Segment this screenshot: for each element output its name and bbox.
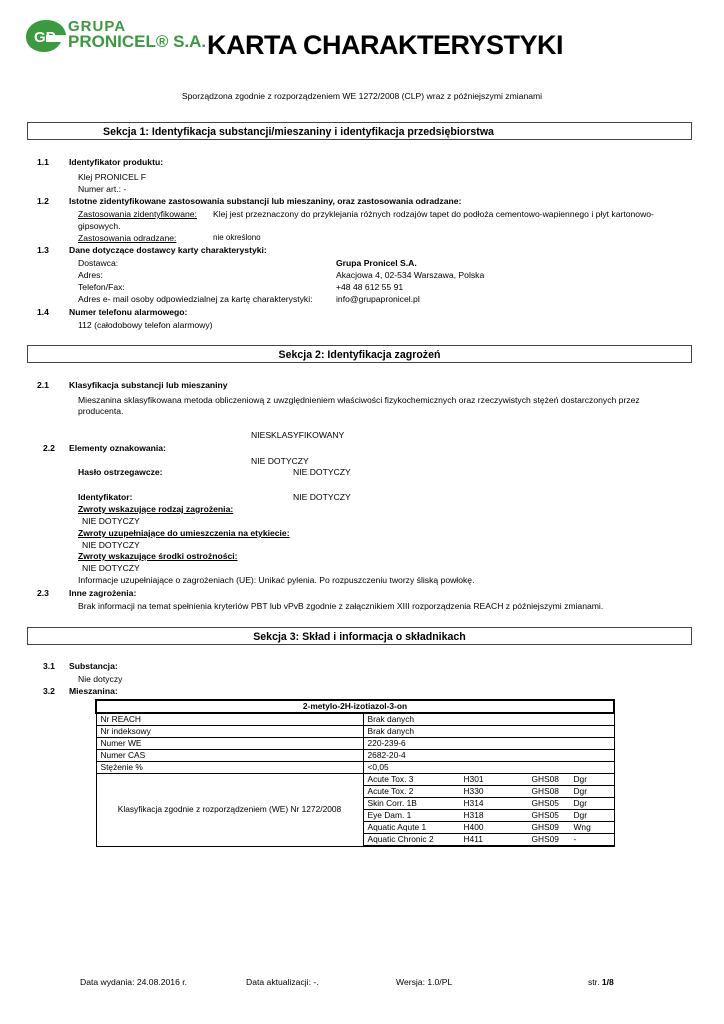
s21-classification: NIESKLASYFIKOWANY (251, 430, 345, 440)
s11-title: Identyfikator produktu: (69, 157, 164, 167)
s14-number: 1.4 (37, 307, 49, 317)
signal-word: Dgr (573, 786, 587, 796)
ghs-code: GHS09 (531, 822, 559, 832)
footer-update-date: Data aktualizacji: -. (246, 977, 319, 987)
table-row (96, 762, 614, 774)
s11-product: Klej PRONICEL F (78, 172, 146, 182)
classification-entry (368, 798, 610, 809)
footer-version: Wersja: 1.0/PL (396, 977, 453, 987)
email-label: Adres e- mail osoby odpowiedzialnej za kartę charakterystyki: (78, 294, 313, 304)
table-row (96, 750, 614, 762)
s12-ident-label: Zastosowania zidentyfikowane: (78, 209, 197, 219)
supplemental-statements-label: Zwroty uzupełniające do umieszczenia na etykiecie: (78, 528, 290, 538)
supplemental-hazard-info: Informacje uzupełniające o zagrożeniach (UE): Unikać pylenia. Po rozpuszczeniu tworzy śliską powłokę. (78, 575, 475, 585)
footer-issue-date: Data wydania: 24.08.2016 r. (80, 977, 188, 987)
table-cell-label: Numer CAS (96, 750, 363, 762)
classification-entry (368, 834, 610, 845)
subtitle: Sporządzona zgodnie z rozporządzeniem WE 1272/2008 (CLP) wraz z późniejszymi zmianami (181, 91, 543, 101)
signal-word: - (573, 834, 577, 844)
svg-text:GP: GP (34, 29, 56, 46)
s12-odr-label: Zastosowania odradzane: (78, 233, 177, 243)
section2-header: Sekcja 2: Identyfikacja zagrożeń (27, 345, 692, 363)
section1-header: Sekcja 1: Identyfikacja substancji/mieszaniny i identyfikacja przedsiębiorstwa (27, 122, 692, 140)
table-cell-label: Numer WE (96, 738, 363, 750)
ghs-code: GHS08 (531, 774, 559, 784)
hazard-category: Acute Tox. 3 (367, 774, 414, 784)
identifier-value: NIE DOTYCZY (293, 492, 351, 502)
section3-header: Sekcja 3: Skład i informacja o składnikach (27, 627, 692, 645)
hazard-code: H318 (463, 810, 484, 820)
table-cell-value: 2682-20-4 (363, 750, 614, 762)
table-cell-value: 220-239-6 (363, 738, 614, 750)
s23-text: Brak informacji na temat spełnienia kryteriów PBT lub vPvB zgodnie z załącznikiem XIII rozporządzenia REACH z późniejszymi zmianami. (78, 601, 604, 611)
table-row (96, 738, 614, 750)
hazard-code: H411 (463, 834, 483, 844)
hazard-code: H301 (463, 774, 484, 784)
email-value[interactable]: info@grupapronicel.pl (336, 294, 420, 304)
hazard-category: Acute Tox. 2 (367, 786, 414, 796)
s22-title: Elementy oznakowania: (69, 443, 166, 453)
table-cell-label: Stężenie % (96, 762, 363, 774)
hazard-code: H330 (463, 786, 484, 796)
haslo-label: Hasło ostrzegawcze: (78, 467, 163, 477)
ghs-code: GHS05 (531, 810, 559, 820)
supplemental-statements-value: NIE DOTYCZY (82, 540, 140, 550)
page-title: KARTA CHARAKTERYSTYKI (207, 30, 563, 60)
gp-logo-icon (24, 18, 68, 54)
classification-entry (368, 774, 610, 785)
s21-text2: producenta. (78, 406, 124, 416)
supplier-value: Grupa Pronicel S.A. (336, 258, 417, 268)
s32-title: Mieszanina: (69, 686, 118, 696)
ghs-code: GHS05 (531, 798, 559, 808)
table-cell-label: Nr indeksowy (96, 726, 363, 738)
s22-number: 2.2 (43, 443, 55, 453)
signal-word: Wng (573, 822, 591, 832)
footer-page-prefix: str. (588, 977, 602, 987)
classification-row (96, 774, 614, 786)
s13-number: 1.3 (37, 245, 49, 255)
table-cell-label: Nr REACH (96, 713, 363, 726)
s22-value: NIE DOTYCZY (251, 456, 309, 466)
s12-number: 1.2 (37, 196, 49, 206)
hazard-category: Aquatic Chronic 2 (367, 834, 434, 844)
haslo-value: NIE DOTYCZY (293, 467, 351, 477)
ghs-code: GHS08 (531, 786, 559, 796)
signal-word: Dgr (573, 774, 587, 784)
composition-table (95, 699, 615, 847)
hazard-code: H400 (463, 822, 484, 832)
precautionary-statements-value: NIE DOTYCZY (82, 563, 140, 573)
composition-table-header: 2-metylo-2H-izotiazol-3-on (96, 700, 614, 713)
s12-title: Istotne zidentyfikowane zastosowania substancji lub mieszaniny, oraz zastosowania odradzane: (69, 196, 462, 206)
footer-page-number: 1/8 (601, 977, 614, 987)
supplier-label: Dostawca: (78, 258, 119, 268)
s11-number: 1.1 (37, 157, 49, 167)
s31-number: 3.1 (43, 661, 55, 671)
s12-odr-value: nie określono (213, 233, 261, 242)
hazard-category: Aquatic Aqute 1 (367, 822, 427, 832)
s12-ident-value2: gipsowych. (78, 221, 121, 231)
s21-text1: Mieszanina sklasyfikowana metoda obliczeniową z uwzględnieniem właściwości fizykochemicznych oraz rzeczywistych stężeń dostarczonych przez (78, 395, 640, 405)
precautionary-statements-label: Zwroty wskazujące środki ostrożności: (78, 551, 238, 561)
table-cell-value: Brak danych (363, 713, 614, 726)
logo-text-bottom: PRONICEL® S.A. (68, 32, 207, 51)
s32-number: 3.2 (43, 686, 55, 696)
footer-page (588, 977, 614, 987)
signal-word: Dgr (573, 798, 587, 808)
hazard-statements-value: NIE DOTYCZY (82, 516, 140, 526)
address-label: Adres: (78, 270, 103, 280)
logo-text-top: GRUPA (68, 18, 127, 35)
address-value: Akacjowa 4, 02-534 Warszawa, Polska (336, 270, 485, 280)
classification-label: Klasyfikacja zgodnie z rozporządzeniem (WE) Nr 1272/2008 (96, 774, 363, 847)
phone-value: +48 48 612 55 91 (336, 282, 404, 292)
s21-number: 2.1 (37, 380, 49, 390)
s11-article: Numer art.: - (78, 184, 127, 194)
table-row (96, 713, 614, 726)
table-row (96, 726, 614, 738)
classification-entry (368, 786, 610, 797)
hazard-code: H314 (463, 798, 484, 808)
classification-entry (368, 810, 610, 821)
classification-entry (368, 822, 610, 833)
s21-title: Klasyfikacja substancji lub mieszaniny (69, 380, 228, 390)
table-cell-value: Brak danych (363, 726, 614, 738)
s23-title: Inne zagrożenia: (69, 588, 137, 598)
hazard-statements-label: Zwroty wskazujące rodzaj zagrożenia: (78, 504, 234, 514)
hazard-category: Eye Dam. 1 (367, 810, 412, 820)
ghs-code: GHS09 (531, 834, 559, 844)
s31-value: Nie dotyczy (78, 674, 123, 684)
phone-label: Telefon/Fax: (78, 282, 125, 292)
table-cell-value: <0,05 (363, 762, 614, 774)
s12-ident-value: Klej jest przeznaczony do przyklejania różnych rodzajów tapet do podłoża cementowo-wapiennego i płyt kartonowo- (213, 209, 654, 219)
s23-number: 2.3 (37, 588, 49, 598)
signal-word: Dgr (573, 810, 587, 820)
identifier-label: Identyfikator: (78, 492, 133, 502)
s31-title: Substancja: (69, 661, 118, 671)
s13-title: Dane dotyczące dostawcy karty charakterystyki: (69, 245, 267, 255)
s14-title: Numer telefonu alarmowego: (69, 307, 188, 317)
hazard-category: Skin Corr. 1B (367, 798, 417, 808)
s14-value: 112 (całodobowy telefon alarmowy) (78, 320, 213, 330)
